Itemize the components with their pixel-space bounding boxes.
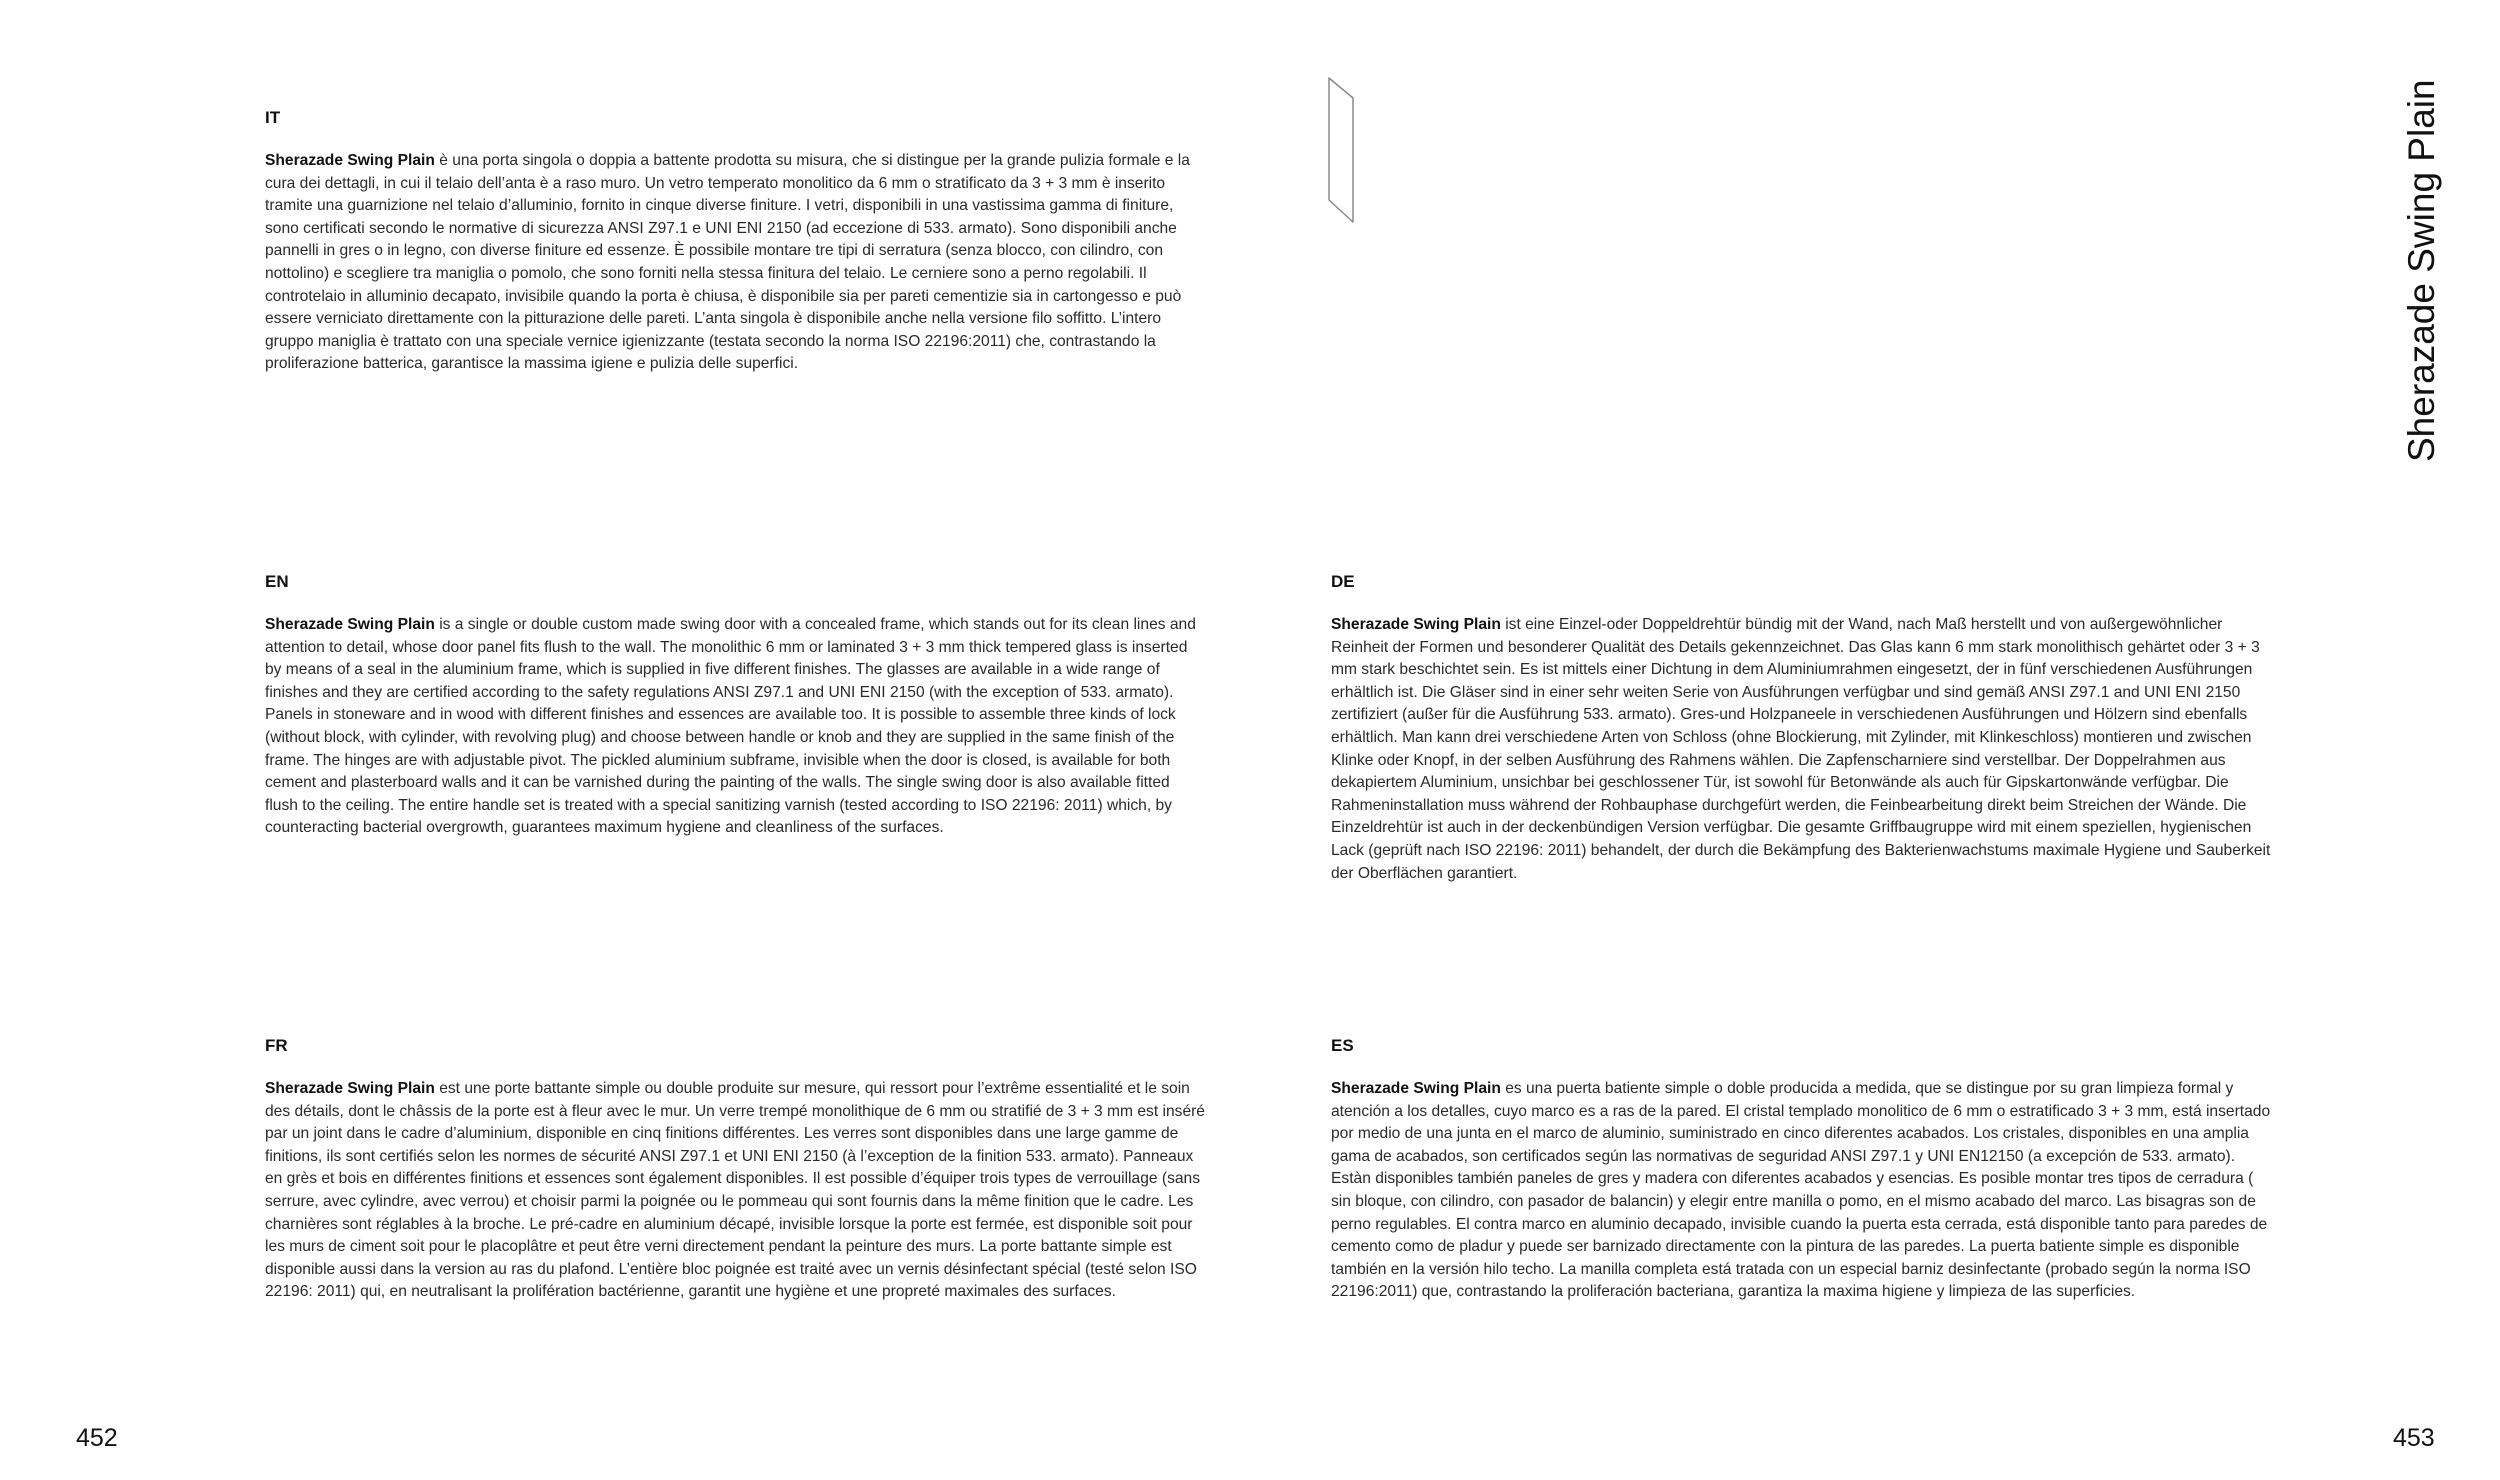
description-text-fr: est une porte battante simple ou double produite sur mesure, qui ressort pour l’extrême essentialité et le soin des détails, dont le châssis de la porte est à fleur avec le mur. Un verre trempé monolithique de 6 mm ou stratifié de 3 + 3 mm est inséré par un joint dans le cadre d’aluminium, disponible en cinq finitions différentes. Les verres sont disponibles dans une large gamme de finitions, ils sont certifiés selon les normes de sécurité ANSI Z97.1 et UNI ENI 2150 (à l’exception de la finition 533. armato). Panneaux en grès et bois en différentes finitions et essences sont également disponibles. Il est possible d’équiper trois types de verrouillage (sans serrure, avec cylindre, avec verrou) et choisir parmi la poignée ou le pommeau qui sont fournis dans la même finition que le cadre. Les charnières sont réglables à la broche. Le pré-cadre en aluminium décapé, invisible lorsque la porte est fermée, est disponible soit pour les murs de ciment soit pour le placoplâtre et peut être verni directement pendant la peinture des murs. La porte battante simple est disponible aussi dans la version au ras du plafond. L’entière bloc poignée est traité avec un vernis désinfectant spécial (testé selon ISO 22196: 2011) qui, en neutralisant la prolifération bactérienne, garantit une hygiène et une propreté maximales des surfaces. [265, 1080, 1205, 1301]
description-es [1331, 1078, 2271, 1304]
vertical-product-title: Sherazade Swing Plain [2401, 79, 2442, 462]
description-it [265, 150, 1205, 376]
door-outline-icon [1328, 76, 1360, 224]
language-heading-fr: FR [265, 1036, 288, 1055]
section-spanish [1331, 1036, 2271, 1304]
section-french [265, 1036, 1205, 1304]
description-de [1331, 614, 2271, 885]
description-en [265, 614, 1205, 840]
description-text-es: es una puerta batiente simple o doble producida a medida, que se distingue por su gran limpieza formal y atención a los detalles, cuyo marco es a ras de la pared. El cristal templado monolitico de 6 mm o estratificado 3 + 3 mm, está insertado por medio de una junta en el marco de aluminio, suministrado en cinco diferentes acabados. Los cristales, disponibles en una amplia gama de acabados, son certificados según las normativas de seguridad ANSI Z97.1 y UNI EN12150 (a excepción de 533. armato). Estàn disponibles también paneles de gres y madera con diferentes acabados y esencias. Es posible montar tres tipos de cerradura ( sin bloque, con cilindro, con pasador de balancin) y elegir entre manilla o pomo, en el mismo acabado del marco. Las bisagras son de perno regulables. El contra marco en aluminio decapado, invisible cuando la puerta esta cerrada, está disponible tanto para paredes de cemento como de pladur y puede ser barnizado directamente con la pintura de las paredes. La puerta batiente simple es disponible también en la versión hilo techo. La manilla completa está tratada con un especial barniz desinfectante (probado según la norma ISO 22196:2011) que, contrastando la proliferación bacteriana, garantiza la maxima higiene y limpieza de las superficies. [1331, 1080, 2271, 1301]
description-text-en: is a single or double custom made swing door with a concealed frame, which stands out for its clean lines and attention to detail, whose door panel fits flush to the wall. The monolithic 6 mm or laminated 3 + 3 mm thick tempered glass is inserted by means of a seal in the aluminium frame, which is supplied in five different finishes. The glasses are available in a wide range of finishes and they are certified according to the safety regulations ANSI Z97.1 and UNI ENI 2150 (with the exception of 533. armato). Panels in stoneware and in wood with different finishes and essences are available too. It is possible to assemble three kinds of lock (without block, with cylinder, with revolving plug) and choose between handle or knob and they are supplied in the same finish of the frame. The hinges are with adjustable pivot. The pickled aluminium subframe, invisible when the door is closed, is available for both cement and plasterboard walls and it can be varnished during the painting of the walls. The single swing door is also available fitted flush to the ceiling. The entire handle set is treated with a special sanitizing varnish (tested according to ISO 22196: 2011) which, by counteracting bacterial overgrowth, guarantees maximum hygiene and cleanliness of the surfaces. [265, 616, 1196, 837]
product-name-de: Sherazade Swing Plain [1331, 616, 1501, 633]
page-number-right: 453 [2393, 1424, 2435, 1452]
product-name-es: Sherazade Swing Plain [1331, 1080, 1501, 1097]
description-text-it: è una porta singola o doppia a battente prodotta su misura, che si distingue per la grande pulizia formale e la cura dei dettagli, in cui il telaio dell’anta è a raso muro. Un vetro temperato monolitico da 6 mm o stratificato da 3 + 3 mm è inserito tramite una guarnizione nel telaio d’alluminio, fornito in cinque diverse finiture. I vetri, disponibili in una vastissima gamma di finiture, sono certificati secondo le normative di sicurezza ANSI Z97.1 e UNI ENI 2150 (ad eccezione di 533. armato). Sono disponibili anche pannelli in gres o in legno, con diverse finiture ed essenze. È possibile montare tre tipi di serratura (senza blocco, con cilindro, con nottolino) e scegliere tra maniglia o pomolo, che sono forniti nella stessa finitura del telaio. Le cerniere sono a perno regolabili. Il controtelaio in alluminio decapato, invisibile quando la porta è chiusa, è disponibile sia per pareti cementizie sia in cartongesso e può essere verniciato direttamente con la pitturazione delle pareti. L’anta singola è disponibile anche nella versione filo soffitto. L’intero gruppo maniglia è trattato con una speciale vernice igienizzante (testata secondo la norma ISO 22196:2011) che, contrastando la proliferazione batterica, garantisce la massima igiene e pulizia delle superfici. [265, 152, 1190, 373]
description-text-de: ist eine Einzel-oder Doppeldrehtür bündig mit der Wand, nach Maß herstellt und von außergewöhnlicher Reinheit der Formen und besonderer Qualität des Details gekennzeichnet. Das Glas kann 6 mm stark monolithisch gehärtet oder 3 + 3 mm stark beschichtet sein. Es ist mittels einer Dichtung in dem Aluminiumrahmen eingesetzt, der in fünf verschiedenen Ausführungen erhältlich ist. Die Gläser sind in einer sehr weiten Serie von Ausführungen verfügbar und sind gemäß ANSI Z97.1 and UNI ENI 2150 zertifiziert (außer für die Ausführung 533. armato). Gres-und Holzpaneele in verschiedenen Ausführungen und Hölzern sind ebenfalls erhältlich. Man kann drei verschiedene Arten von Schloss (ohne Blockierung, mit Zylinder, mit Klinkeschloss) montieren und zwischen Klinke oder Knopf, in der selben Ausführung des Rahmens wählen. Die Zapfenscharniere sind verstellbar. Der Doppelrahmen aus dekapiertem Aluminium, unsichbar bei geschlossener Tür, ist sowohl für Betonwände als auch für Gipskartonwände verfügbar. Die Rahmeninstallation muss während der Rohbauphase durchgefürt werden, die Feinbearbeitung direkt beim Streichen der Wände. Die Einzeldrehtür ist auch in der deckenbündigen Version verfügbar. Die gesamte Griffbaugruppe wird mit einem speziellen, hygienischen Lack (geprüft nach ISO 22196: 2011) behandelt, der durch die Bekämpfung des Bakterienwachstums maximale Hygiene und Sauberkeit der Oberflächen garantiert. [1331, 616, 2271, 882]
language-heading-es: ES [1331, 1036, 1354, 1055]
section-german [1331, 572, 2271, 885]
language-heading-de: DE [1331, 572, 1355, 591]
description-fr [265, 1078, 1205, 1304]
product-name-it: Sherazade Swing Plain [265, 152, 435, 169]
page-number-left: 452 [76, 1424, 118, 1452]
language-heading-it: IT [265, 108, 281, 127]
section-english [265, 572, 1205, 840]
product-name-en: Sherazade Swing Plain [265, 616, 435, 633]
language-heading-en: EN [265, 572, 289, 591]
section-italian [265, 108, 1205, 376]
product-name-fr: Sherazade Swing Plain [265, 1080, 435, 1097]
